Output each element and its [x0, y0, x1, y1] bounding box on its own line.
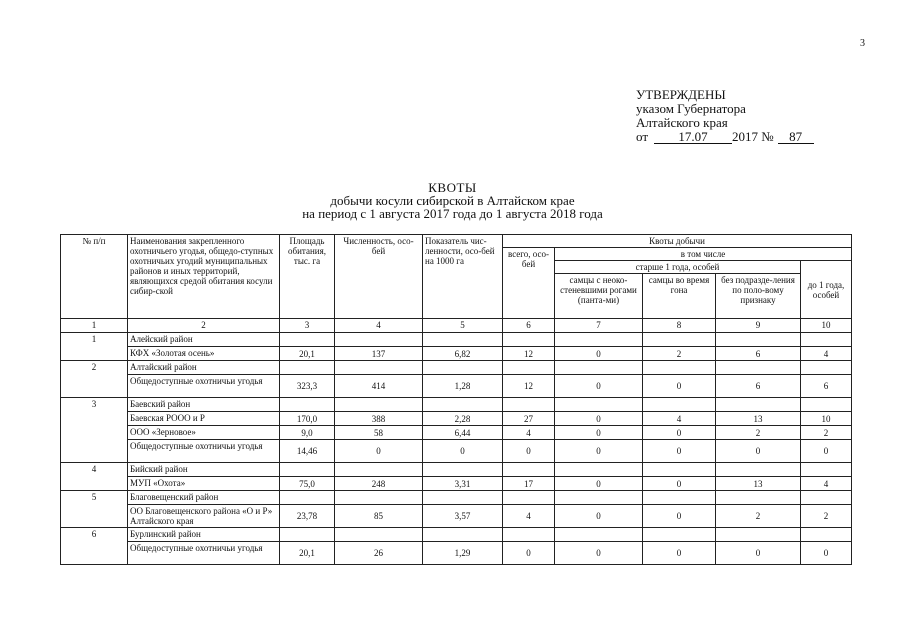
district-number: 6	[61, 528, 128, 565]
district-row	[61, 491, 852, 505]
district-row	[61, 361, 852, 375]
count-value: 85	[335, 505, 423, 528]
count-value: 26	[335, 542, 423, 565]
approval-year: 2017 №	[732, 129, 774, 144]
under-1-value: 4	[801, 477, 852, 491]
district-name: Алтайский район	[128, 361, 280, 375]
document-title	[0, 181, 905, 220]
count-value: 248	[335, 477, 423, 491]
district-row	[61, 463, 852, 477]
district-row	[61, 528, 852, 542]
district-number: 2	[61, 361, 128, 398]
count-value: 414	[335, 375, 423, 398]
under-1-value: 6	[801, 375, 852, 398]
count-value: 137	[335, 347, 423, 361]
header-under-1: до 1 года, особей	[801, 261, 852, 319]
males-rut-value: 0	[643, 426, 716, 440]
ground-name: Общедоступные охотничьи угодья	[128, 375, 280, 398]
density-value: 3,31	[423, 477, 503, 491]
males-antlers-value: 0	[555, 542, 643, 565]
males-rut-value: 0	[643, 440, 716, 463]
table-row	[61, 542, 852, 565]
district-name: Благовещенский район	[128, 491, 280, 505]
males-rut-value: 0	[643, 505, 716, 528]
approval-line-2: указом Губернатора	[636, 101, 746, 116]
header-num: № п/п	[61, 235, 128, 319]
males-antlers-value: 0	[555, 347, 643, 361]
count-value: 0	[335, 440, 423, 463]
area-value: 9,0	[280, 426, 335, 440]
ground-name: Баевская РООО и Р	[128, 412, 280, 426]
total-value: 12	[503, 347, 555, 361]
col-number-cell: 4	[335, 319, 423, 333]
under-1-value: 4	[801, 347, 852, 361]
table-row	[61, 375, 852, 398]
header-area: Площадь обитания, тыс. га	[280, 235, 335, 319]
approval-date-line	[636, 130, 814, 144]
total-value: 0	[503, 542, 555, 565]
header-males-unossified-antlers: самцы с неоко-стеневшими рогами (панта-ми)	[555, 274, 643, 319]
table-row	[61, 477, 852, 491]
no-sex-value: 2	[716, 505, 801, 528]
col-number-cell: 10	[801, 319, 852, 333]
no-sex-value: 13	[716, 477, 801, 491]
total-value: 17	[503, 477, 555, 491]
under-1-value: 10	[801, 412, 852, 426]
no-sex-value: 6	[716, 375, 801, 398]
district-number: 4	[61, 463, 128, 491]
col-number-cell: 3	[280, 319, 335, 333]
approval-line-3: Алтайского края	[636, 115, 728, 130]
header-no-sex-division: без подразде-ления по поло-вому признаку	[716, 274, 801, 319]
males-antlers-value: 0	[555, 440, 643, 463]
district-name: Алейский район	[128, 333, 280, 347]
col-number-cell: 5	[423, 319, 503, 333]
district-row	[61, 398, 852, 412]
district-number: 5	[61, 491, 128, 528]
header-quotas: Квоты добычи	[503, 235, 852, 248]
column-number-row	[61, 319, 852, 333]
header-name: Наименования закрепленного охотничьего угодья, общедо-ступных охотничьих угодий муниципальных районов и иных территорий, являющихся средой обитания косули сибир-ской	[128, 235, 280, 319]
quota-table	[60, 234, 852, 565]
approval-stamp	[636, 88, 814, 144]
table-row	[61, 347, 852, 361]
under-1-value: 2	[801, 426, 852, 440]
density-value: 6,44	[423, 426, 503, 440]
table-row	[61, 412, 852, 426]
total-value: 4	[503, 505, 555, 528]
col-number-cell: 2	[128, 319, 280, 333]
males-rut-value: 2	[643, 347, 716, 361]
approval-date: 17.07	[654, 130, 732, 144]
header-total: всего, осо-бей	[503, 248, 555, 319]
total-value: 4	[503, 426, 555, 440]
district-name: Бийский район	[128, 463, 280, 477]
no-sex-value: 0	[716, 542, 801, 565]
area-value: 20,1	[280, 347, 335, 361]
col-number-cell: 8	[643, 319, 716, 333]
district-name: Баевский район	[128, 398, 280, 412]
density-value: 3,57	[423, 505, 503, 528]
header-older-than-1: старше 1 года, особей	[555, 261, 801, 274]
no-sex-value: 2	[716, 426, 801, 440]
col-number-cell: 9	[716, 319, 801, 333]
density-value: 6,82	[423, 347, 503, 361]
approval-line-1: УТВЕРЖДЕНЫ	[636, 87, 726, 102]
no-sex-value: 13	[716, 412, 801, 426]
under-1-value: 2	[801, 505, 852, 528]
ground-name: КФХ «Золотая осень»	[128, 347, 280, 361]
header-count: Численность, осо-бей	[335, 235, 423, 319]
males-antlers-value: 0	[555, 426, 643, 440]
title-line-3: на период с 1 августа 2017 года до 1 августа 2018 года	[302, 206, 603, 221]
title-line-2: добычи косули сибирской в Алтайском крае	[330, 193, 575, 208]
males-antlers-value: 0	[555, 505, 643, 528]
page-number: 3	[860, 38, 865, 49]
area-value: 75,0	[280, 477, 335, 491]
header-density: Показатель чис-ленности, осо-бей на 1000 га	[423, 235, 503, 319]
density-value: 1,28	[423, 375, 503, 398]
total-value: 12	[503, 375, 555, 398]
total-value: 27	[503, 412, 555, 426]
area-value: 323,3	[280, 375, 335, 398]
no-sex-value: 6	[716, 347, 801, 361]
col-number-cell: 6	[503, 319, 555, 333]
under-1-value: 0	[801, 542, 852, 565]
no-sex-value: 0	[716, 440, 801, 463]
district-row	[61, 333, 852, 347]
approval-from-label: от	[636, 129, 649, 144]
ground-name: Общедоступные охотничьи угодья	[128, 440, 280, 463]
table-row	[61, 505, 852, 528]
district-number: 1	[61, 333, 128, 361]
males-antlers-value: 0	[555, 412, 643, 426]
col-number-cell: 1	[61, 319, 128, 333]
area-value: 170,0	[280, 412, 335, 426]
title-line-1: КВОТЫ	[428, 180, 477, 195]
count-value: 58	[335, 426, 423, 440]
ground-name: ООО «Зерновое»	[128, 426, 280, 440]
ground-name: ОО Благовещенского района «О и Р» Алтайского края	[128, 505, 280, 528]
district-name: Бурлинский район	[128, 528, 280, 542]
ground-name: Общедоступные охотничьи угодья	[128, 542, 280, 565]
density-value: 1,29	[423, 542, 503, 565]
table-row	[61, 440, 852, 463]
area-value: 20,1	[280, 542, 335, 565]
table-row	[61, 426, 852, 440]
males-antlers-value: 0	[555, 375, 643, 398]
district-number: 3	[61, 398, 128, 463]
count-value: 388	[335, 412, 423, 426]
approval-number: 87	[778, 130, 814, 144]
males-rut-value: 4	[643, 412, 716, 426]
males-rut-value: 0	[643, 477, 716, 491]
males-rut-value: 0	[643, 542, 716, 565]
males-antlers-value: 0	[555, 477, 643, 491]
area-value: 23,78	[280, 505, 335, 528]
under-1-value: 0	[801, 440, 852, 463]
area-value: 14,46	[280, 440, 335, 463]
header-males-rut: самцы во время гона	[643, 274, 716, 319]
density-value: 0	[423, 440, 503, 463]
total-value: 0	[503, 440, 555, 463]
males-rut-value: 0	[643, 375, 716, 398]
ground-name: МУП «Охота»	[128, 477, 280, 491]
header-including: в том числе	[555, 248, 852, 261]
density-value: 2,28	[423, 412, 503, 426]
col-number-cell: 7	[555, 319, 643, 333]
